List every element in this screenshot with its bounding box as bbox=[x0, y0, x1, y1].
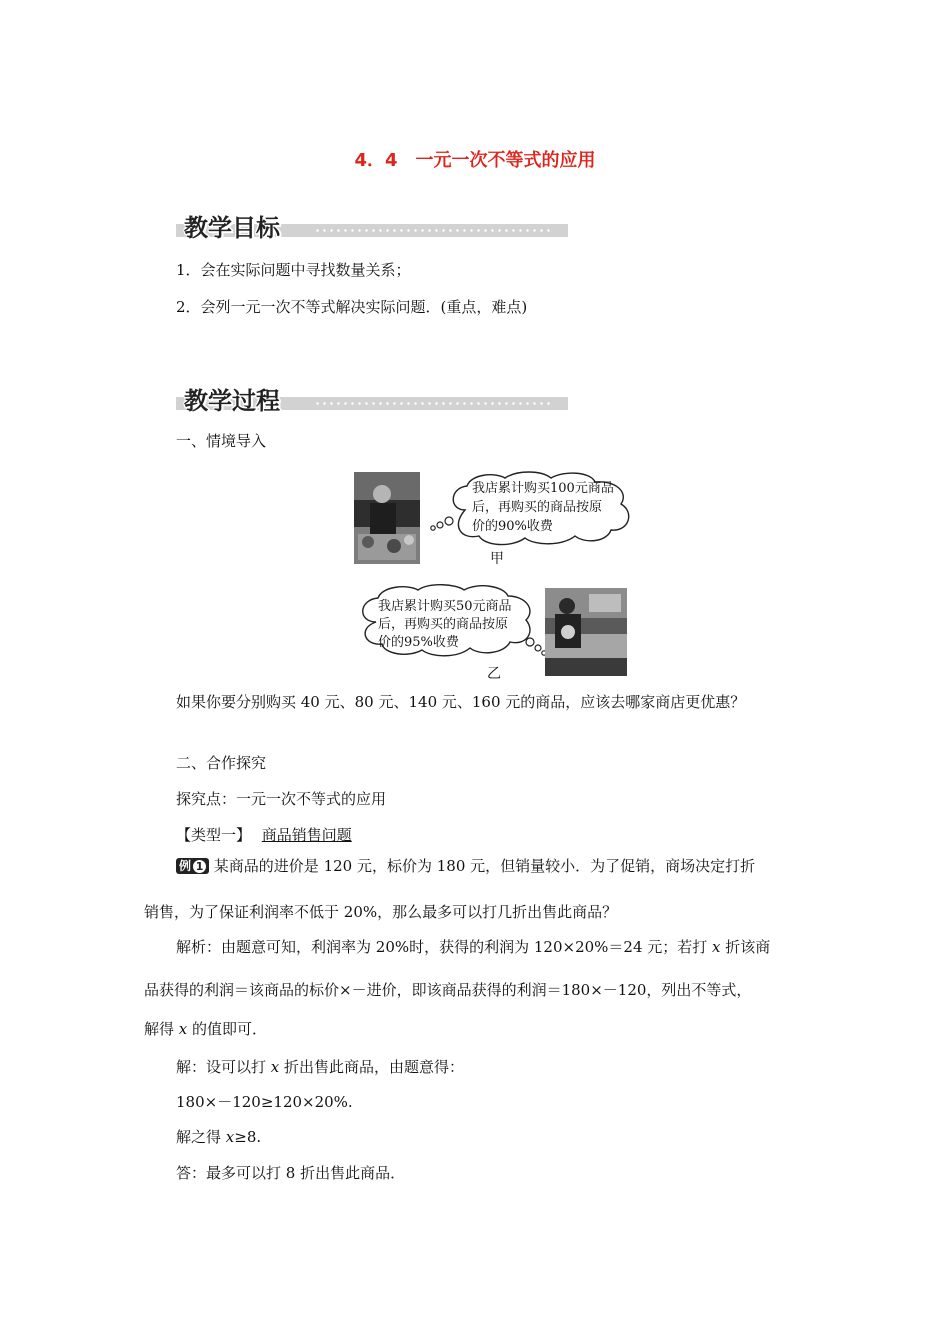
example-badge bbox=[176, 858, 209, 874]
store-a-bubble-line-3: 价的90%收费 bbox=[472, 519, 553, 534]
explore-heading: 二、合作探究 bbox=[176, 754, 267, 772]
store-a-bubble-line-1: 我店累计购买100元商品 bbox=[472, 481, 614, 496]
analysis-text-3a: 解得 bbox=[144, 1020, 179, 1038]
section-banner-process bbox=[176, 383, 568, 413]
store-b-caption: 乙 bbox=[487, 666, 501, 682]
goal-item-2: 2．会列一元一次不等式解决实际问题．(重点，难点) bbox=[176, 298, 528, 316]
store-a-photo bbox=[354, 472, 420, 564]
analysis-text-1b: 折该商 bbox=[720, 938, 771, 956]
solution-line-1 bbox=[176, 1057, 464, 1077]
store-a-bubble-line-2: 后，再购买的商品按原 bbox=[472, 500, 603, 515]
variable-x: x bbox=[225, 1128, 235, 1146]
solution-text-3b: ≥8. bbox=[234, 1128, 262, 1146]
type-heading bbox=[176, 825, 352, 845]
store-b-photo bbox=[545, 588, 627, 676]
section-banner-goals bbox=[176, 210, 568, 240]
goal-item-1: 1．会在实际问题中寻找数量关系； bbox=[176, 261, 411, 279]
store-b-bubble-line-3: 价的95%收费 bbox=[378, 635, 459, 650]
solution-text-1a: 解：设可以打 bbox=[176, 1058, 271, 1076]
banner-dots bbox=[314, 402, 550, 405]
banner-label: 教学目标 bbox=[184, 214, 280, 242]
variable-x: x bbox=[712, 938, 721, 956]
type-bracket-label: 【类型一】 bbox=[176, 826, 252, 844]
analysis-text-3b: 的值即可． bbox=[187, 1020, 268, 1038]
solution-line-2: 180×－120≥120×20%. bbox=[176, 1093, 353, 1111]
explore-point: 探究点：一元一次不等式的应用 bbox=[176, 790, 387, 808]
example-line-1 bbox=[176, 856, 755, 876]
store-b-bubble-line-1: 我店累计购买50元商品 bbox=[378, 599, 512, 614]
variable-x: x bbox=[178, 1020, 188, 1038]
example-badge-number: 1 bbox=[193, 860, 206, 873]
page-title: 4．4 一元一次不等式的应用 bbox=[354, 150, 596, 171]
solution-text-3a: 解之得 bbox=[176, 1128, 226, 1146]
variable-x: x bbox=[270, 1058, 280, 1076]
solution-line-4: 答：最多可以打 8 折出售此商品． bbox=[176, 1164, 406, 1182]
analysis-text-1a: 解析：由题意可知，利润率为 20%时，获得的利润为 120×20%＝24 元；若打 bbox=[176, 938, 713, 956]
solution-line-3 bbox=[176, 1127, 261, 1147]
banner-label: 教学过程 bbox=[184, 387, 280, 415]
analysis-line-3 bbox=[144, 1019, 267, 1039]
example-text-1: 某商品的进价是 120 元，标价为 180 元，但销量较小．为了促销，商场决定打折 bbox=[213, 857, 756, 875]
analysis-line-2: 品获得的利润＝该商品的标价×－进价，即该商品获得的利润＝180×－120，列出不等式， bbox=[144, 981, 752, 999]
intro-question: 如果你要分别购买 40 元、80 元、140 元、160 元的商品，应该去哪家商店更优惠？ bbox=[176, 693, 746, 711]
example-line-2: 销售，为了保证利润率不低于 20%，那么最多可以打几折出售此商品？ bbox=[144, 903, 618, 921]
type-title: 商品销售问题 bbox=[261, 826, 352, 844]
store-b-bubble-line-2: 后，再购买的商品按原 bbox=[378, 617, 509, 632]
banner-dots bbox=[314, 229, 550, 232]
store-a-caption: 甲 bbox=[490, 551, 504, 567]
example-badge-label: 例 bbox=[179, 859, 192, 873]
solution-text-1b: 折出售此商品，由题意得： bbox=[279, 1058, 465, 1076]
intro-heading: 一、情境导入 bbox=[176, 432, 267, 450]
analysis-line-1 bbox=[176, 937, 770, 957]
